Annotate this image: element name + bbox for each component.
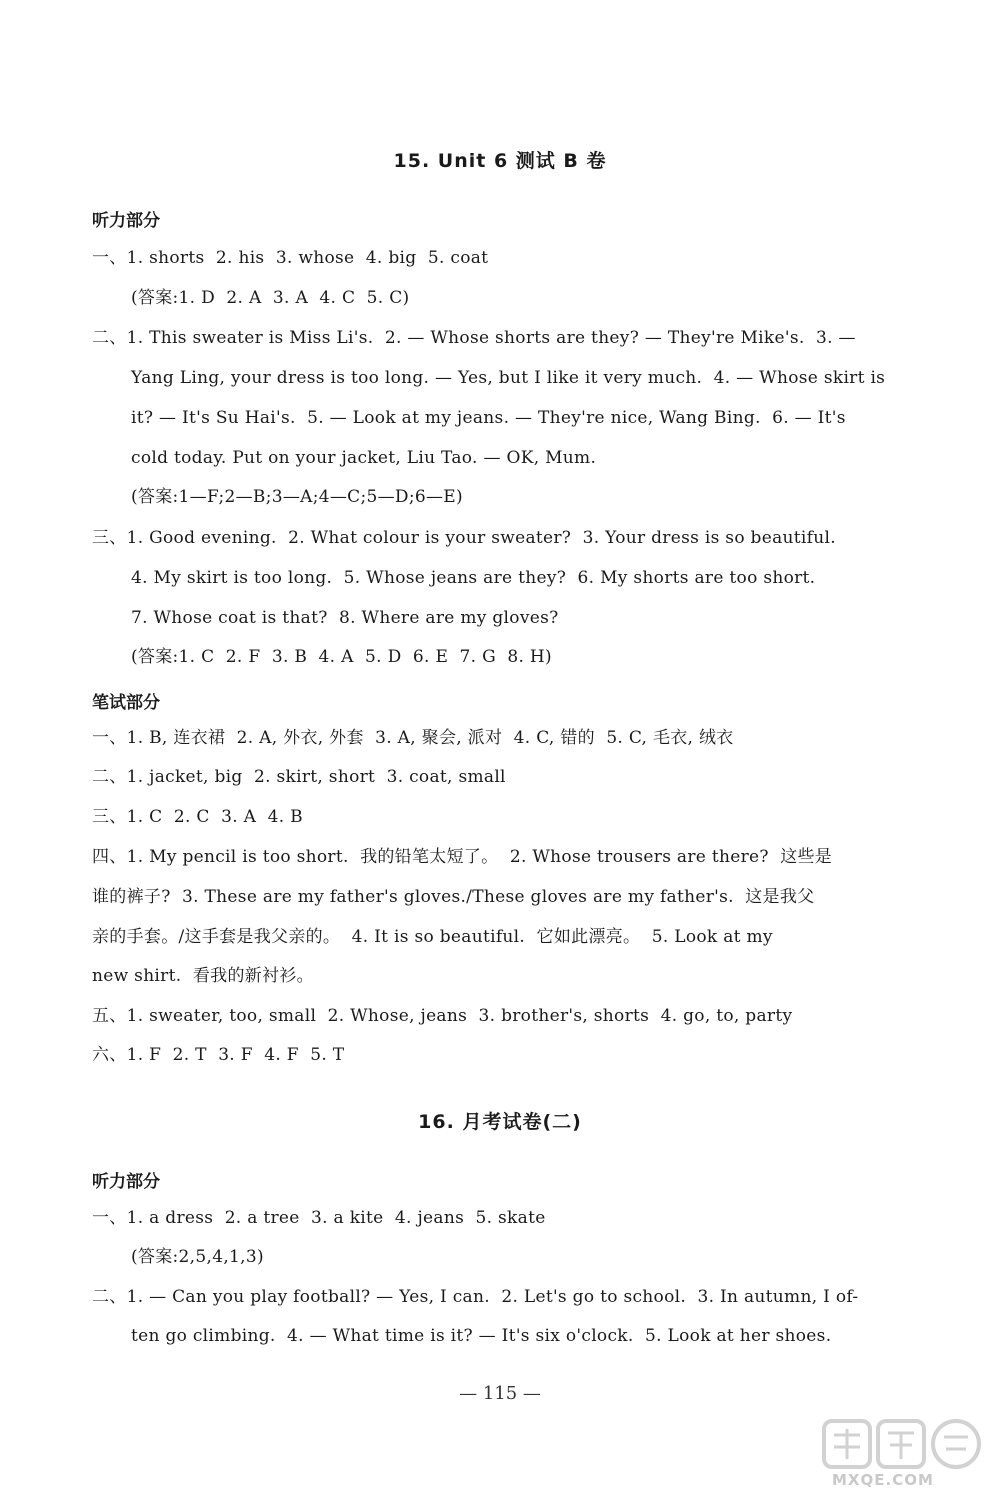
answer-line: 4. My skirt is too long. 5. Whose jeans are they? 6. My shorts are too short. — [131, 568, 816, 588]
watermark-logo — [820, 1415, 990, 1493]
section-written: 笔试部分 — [92, 693, 160, 713]
answer-line: 六、1. F 2. T 3. F 4. F 5. T — [92, 1045, 345, 1065]
answer-line: 二、1. jacket, big 2. skirt, short 3. coat, small — [92, 767, 506, 787]
section-listening: 听力部分 — [92, 211, 160, 231]
answer-line: it? — It's Su Hai's. 5. — Look at my jeans. — They're nice, Wang Bing. 6. — It's — [131, 408, 846, 428]
answer-line: 二、1. — Can you play football? — Yes, I can. 2. Let's go to school. 3. In autumn, I of- — [92, 1287, 859, 1307]
answer-line: 一、1. a dress 2. a tree 3. a kite 4. jeans 5. skate — [92, 1208, 546, 1228]
answer-line: 一、1. shorts 2. his 3. whose 4. big 5. coat — [92, 248, 489, 268]
answer-line: 三、1. Good evening. 2. What colour is your sweater? 3. Your dress is so beautiful. — [92, 528, 836, 548]
watermark-text: MXQE.COM — [832, 1471, 934, 1489]
answer-line: ten go climbing. 4. — What time is it? — It's six o'clock. 5. Look at her shoes. — [131, 1326, 832, 1346]
section-listening: 听力部分 — [92, 1172, 160, 1192]
answer-line: 四、1. My pencil is too short. 我的铅笔太短了。 2. Whose trousers are there? 这些是 — [92, 847, 833, 867]
answer-line: Yang Ling, your dress is too long. — Yes, but I like it very much. 4. — Whose skirt is — [131, 368, 886, 388]
heading-unit6-test-b: 15. Unit 6 测试 B 卷 — [393, 150, 607, 172]
answer-line: (答案:1. C 2. F 3. B 4. A 5. D 6. E 7. G 8. H) — [131, 647, 552, 667]
answer-line: 7. Whose coat is that? 8. Where are my gloves? — [131, 608, 559, 628]
answer-line: (答案:1—F;2—B;3—A;4—C;5—D;6—E) — [131, 487, 463, 507]
answer-line: 一、1. B, 连衣裙 2. A, 外衣, 外套 3. A, 聚会, 派对 4. C, 错的 5. C, 毛衣, 绒衣 — [92, 728, 734, 748]
answer-line: 三、1. C 2. C 3. A 4. B — [92, 807, 303, 827]
answer-line: 五、1. sweater, too, small 2. Whose, jeans 3. brother's, shorts 4. go, to, party — [92, 1006, 793, 1026]
answer-line: (答案:2,5,4,1,3) — [131, 1247, 264, 1267]
page-number: — 115 — — [459, 1383, 541, 1404]
answer-line: 谁的裤子? 3. These are my father's gloves./These gloves are my father's. 这是我父 — [92, 887, 815, 907]
watermark-icon — [820, 1415, 990, 1473]
heading-monthly-test-2: 16. 月考试卷(二) — [418, 1111, 582, 1133]
answer-line: new shirt. 看我的新衬衫。 — [92, 966, 314, 986]
answer-line: cold today. Put on your jacket, Liu Tao. — OK, Mum. — [131, 448, 597, 468]
answer-line: 二、1. This sweater is Miss Li's. 2. — Whose shorts are they? — They're Mike's. 3. — — [92, 328, 856, 348]
answer-line: 亲的手套。/这手套是我父亲的。 4. It is so beautiful. 它如此漂亮。 5. Look at my — [92, 927, 773, 947]
answer-line: (答案:1. D 2. A 3. A 4. C 5. C) — [131, 288, 410, 308]
